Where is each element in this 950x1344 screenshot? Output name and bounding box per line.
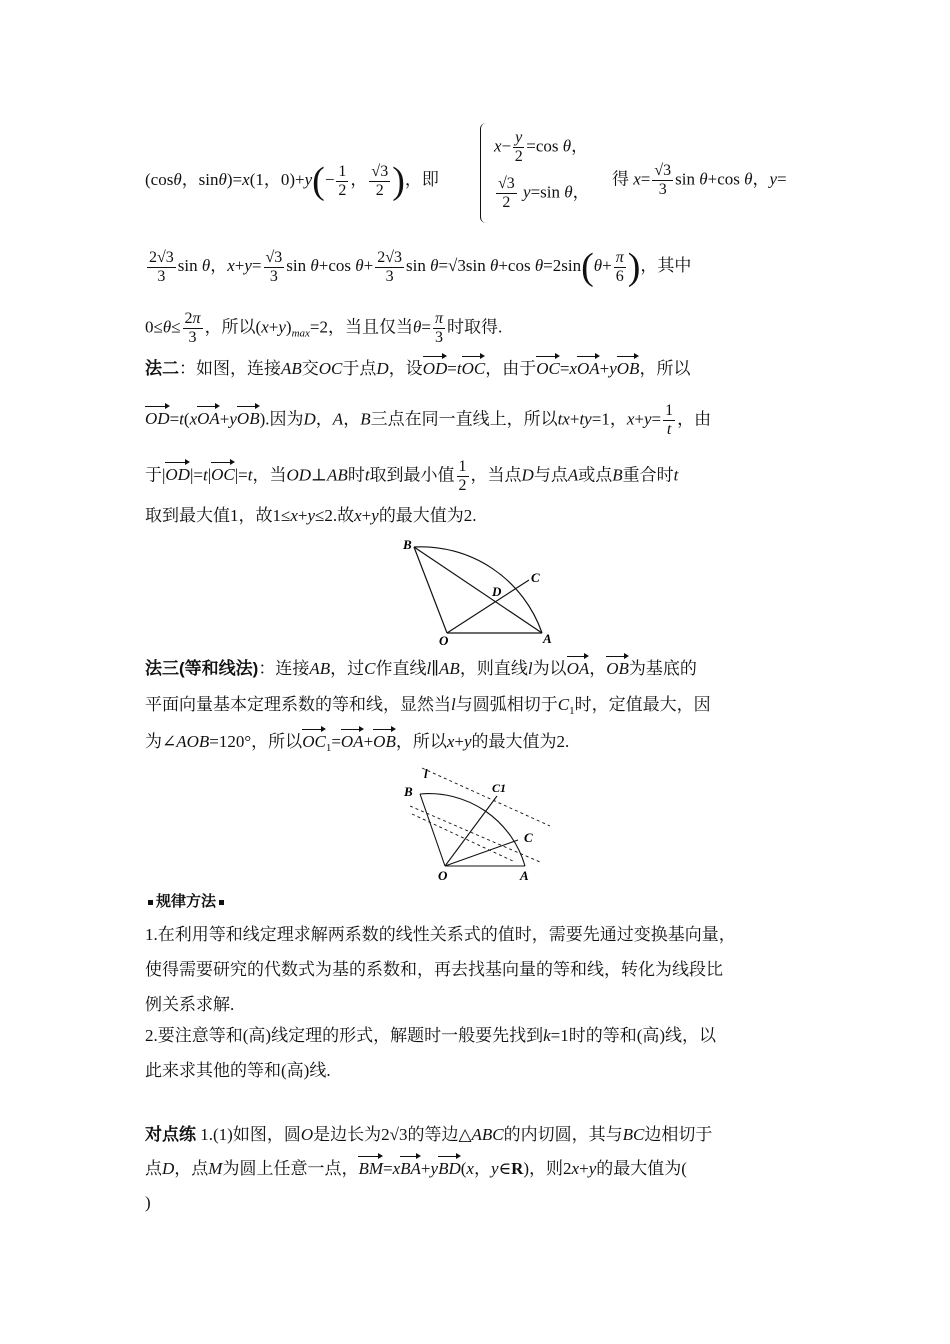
label-A: A (543, 631, 552, 645)
square-bullet-icon (148, 900, 153, 905)
method3-line-3: 为∠AOB=120°，所以$OC_1=OA+OB$，所以x+y的最大值为2. (145, 732, 570, 754)
line-AB-dashed (412, 814, 515, 862)
rules-p1-line-1: 1.在利用等和线定理求解两系数的线性关系式的值时，需要先通过变换基向量， (145, 925, 736, 944)
method2-line-4: 取到最大值1，故1≤x+y≤2.故x+y的最大值为2. (145, 506, 477, 525)
method3-line-1: 法三(等和线法)：连接AB，过C作直线l∥AB，则直线l为以OA，OB为基底的 (145, 659, 697, 678)
solution-line-1-tail: 得 x= $\frac{√3}{3}$ sin θ+cos θ，y= (612, 162, 787, 198)
segment-OC1 (445, 796, 497, 866)
method2-line-3: 于|OD|=t|OC|=t，当OD⊥AB时t取到最小值 $\frac{1}{2}$ ，当点D与点A或点B重合时t (145, 458, 679, 494)
ji-text: ，即 (404, 169, 439, 189)
label-O-2: O (438, 868, 448, 883)
exercise-label: 对点练 (145, 1125, 196, 1144)
solution-line-2: $\frac{2√3}{3}$ sin θ，x+y= $\frac{√3}{3}$ sin θ+cos θ+ $\frac{2√3}{3}$ sin θ=√3sin θ+cos θ=2sin(θ+ $\frac{\pi}{6}$ )，其中 (149, 246, 692, 288)
exercise-line-2: 点D，点M为圆上任意一点，BM=xBA+yBD(x，y∈R)，则2x+y的最大值为( (145, 1159, 687, 1178)
label-O: O (439, 633, 449, 645)
segment-OB-2 (420, 794, 445, 866)
rules-p2-line-2: 此来求其他的等和(高)线. (145, 1061, 331, 1080)
segment-OC-2 (445, 840, 518, 866)
system-row-1: x− $\frac{y}{2}$ =cos θ， (494, 129, 589, 165)
label-C1: C1 (492, 781, 507, 795)
rules-p1-line-2: 使得需要研究的代数式为基的系数和，再去找基向量的等和线，转化为线段比 (145, 960, 723, 979)
label-l: l (424, 766, 428, 781)
rules-p1-line-3: 例关系求解. (145, 995, 235, 1014)
method3-line-2: 平面向量基本定理系数的等和线，显然当l与圆弧相切于$C_1$时，定值最大，因 (145, 695, 711, 717)
label-A-2: A (520, 868, 529, 883)
system-row-2: $\frac{√3}{2}$ y=sin θ， (498, 175, 590, 211)
system-brace (480, 123, 489, 223)
exercise-line-3: ) (145, 1193, 151, 1212)
label-C: C (531, 570, 540, 585)
vector-eq-start: (cosθ，sinθ)=x(1，0)+y (145, 169, 313, 189)
method3-paren: (等和线法) (179, 659, 259, 678)
label-C-2: C (524, 830, 533, 845)
figure-sector-2 (400, 766, 555, 884)
method2-label: 法二 (145, 359, 179, 378)
solution-line-1: (cosθ，sinθ)=x(1，0)+y(− $\frac{1}{2}$ ， $\frac{√3}{2}$ )，即 (145, 160, 439, 202)
method3-label: 法三 (145, 659, 179, 678)
solution-line-3: 0≤θ≤ $\frac{2\pi}{3}$ ，所以$(x+y)_{max}=2$，当且仅当θ= $\frac{\pi}{3}$ 时取得. (145, 310, 503, 346)
square-bullet-icon (219, 900, 224, 905)
exercise-line-1: 对点练 1.(1)如图，圆O是边长为2√3的等边△ABC的内切圆，其与BC边相切于 (145, 1125, 713, 1144)
label-B-2: B (404, 784, 413, 799)
method2-line-1: 法二：如图，连接AB交OC于点D，设OD=tOC，由于OC=xOA+yOB，所以 (145, 359, 691, 378)
method2-line-2: OD=t(xOA+yOB).因为D，A，B三点在同一直线上，所以tx+ty=1，x+y= $\frac{1}{t}$ ，由 (145, 402, 712, 438)
tangent-line-l (422, 768, 550, 826)
equation-system (480, 123, 620, 228)
rules-p2-line-1: 2.要注意等和(高)线定理的形式，解题时一般要先找到k=1时的等和(高)线，以 (145, 1026, 717, 1045)
figure-sector-1 (397, 535, 557, 645)
segment-OC (447, 580, 529, 633)
segment-OB (414, 547, 447, 633)
rules-heading: 规律方法 (145, 891, 227, 913)
label-D: D (492, 584, 502, 599)
label-B: B (403, 537, 412, 552)
